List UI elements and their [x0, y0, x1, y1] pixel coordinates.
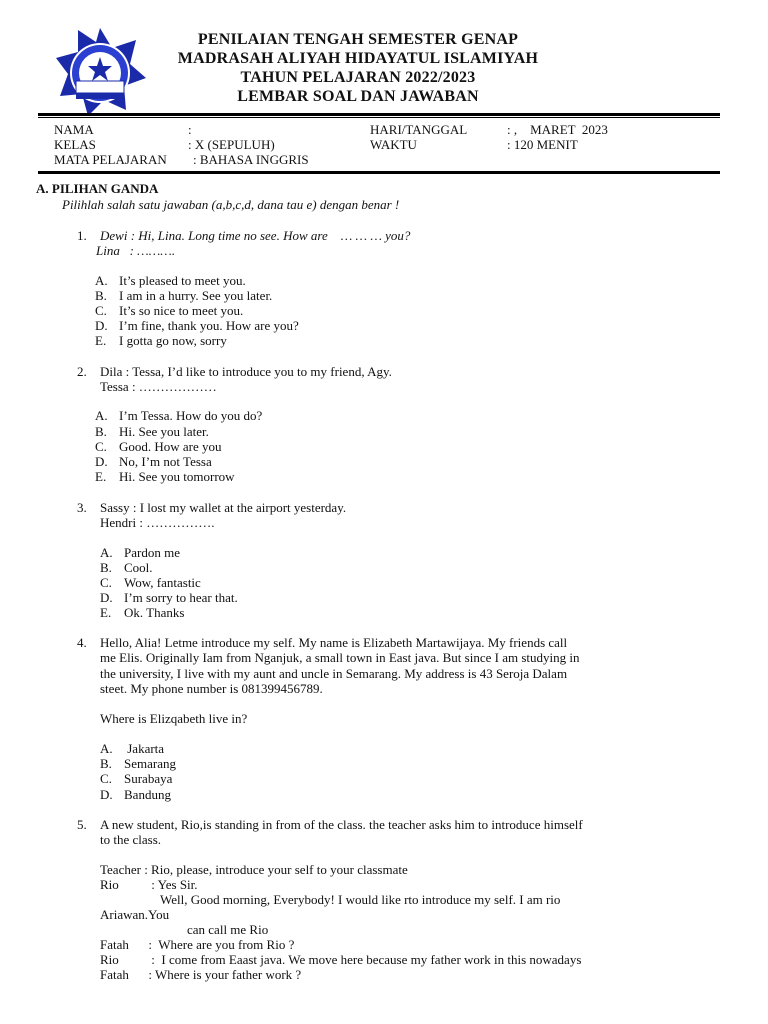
school-logo	[54, 26, 146, 118]
option-letter: C.	[95, 303, 107, 318]
q5-dialog-line-3: Well, Good morning, Everybody! I would like rto introduce my self. I am rio	[160, 892, 561, 907]
option-letter: D.	[100, 787, 113, 802]
option-letter: B.	[100, 756, 112, 771]
option-text: Wow, fantastic	[124, 575, 201, 590]
q2-line-2: Tessa : ………………	[100, 379, 217, 394]
option-text: Pardon me	[124, 545, 180, 560]
q1-option-c	[95, 303, 243, 319]
option-text: Hi. See you later.	[119, 424, 209, 439]
q5-dialog-line-5: can call me Rio	[187, 922, 269, 937]
option-text: It’s pleased to meet you.	[119, 273, 246, 288]
q5-dialog-line-1: Teacher : Rio, please, introduce your self to your classmate	[100, 862, 408, 877]
q3-option-c	[100, 575, 201, 591]
section-instruction: Pilihlah salah satu jawaban (a,b,c,d, dana tau e) dengan benar !	[62, 197, 400, 212]
mapel-value: : BAHASA INGGRIS	[193, 152, 309, 167]
option-letter: C.	[95, 439, 107, 454]
q4-para-line-1: Hello, Alia! Letme introduce my self. My name is Elizabeth Martawijaya. My friends call	[100, 635, 568, 650]
option-letter: E.	[100, 605, 112, 620]
header-divider-thin	[38, 117, 720, 118]
waktu-label: WAKTU	[370, 137, 417, 152]
option-letter: C.	[100, 575, 112, 590]
q3-line-2: Hendri : …………….	[100, 515, 215, 530]
section-title: A. PILIHAN GANDA	[36, 181, 159, 196]
header-title-3: TAHUN PELAJARAN 2022/2023	[240, 69, 476, 86]
q3-option-d	[100, 590, 238, 606]
q2-option-c	[95, 439, 222, 455]
option-text: I’m fine, thank you. How are you?	[119, 318, 299, 333]
option-letter: E.	[95, 469, 107, 484]
option-text: Good. How are you	[119, 439, 222, 454]
option-text: Hi. See you tomorrow	[119, 469, 235, 484]
nama-label: NAMA	[54, 122, 94, 137]
option-letter: D.	[100, 590, 113, 605]
q2-option-e	[95, 469, 235, 485]
q5-dialog-line-8: Fatah : Where is your father work ?	[100, 967, 302, 982]
waktu-value: : 120 MENIT	[507, 137, 578, 152]
q4-question: Where is Elizqabeth live in?	[100, 711, 248, 726]
q4-para-line-2: me Elis. Originally Iam from Nganjuk, a small town in East java. But since I am studying in	[100, 650, 580, 665]
option-letter: E.	[95, 333, 107, 348]
option-text: No, I’m not Tessa	[119, 454, 212, 469]
q1-option-b	[95, 288, 272, 304]
q1-line-2: Lina : ……….	[96, 243, 176, 258]
hari-label: HARI/TANGGAL	[370, 122, 468, 137]
option-letter: A.	[95, 408, 108, 423]
mapel-label: MATA PELAJARAN	[54, 152, 167, 167]
q3-option-b	[100, 560, 153, 576]
option-text: Cool.	[124, 560, 153, 575]
nama-value: :	[188, 122, 192, 137]
option-letter: C.	[100, 771, 112, 786]
option-letter: B.	[95, 424, 107, 439]
option-text: I’m Tessa. How do you do?	[119, 408, 263, 423]
header-divider-thick	[38, 113, 720, 116]
option-text: Jakarta	[124, 741, 165, 756]
option-letter: D.	[95, 454, 108, 469]
q2-option-b	[95, 424, 209, 440]
option-letter: A.	[100, 741, 113, 756]
q5-number: 5.	[77, 817, 87, 832]
option-text: It’s so nice to meet you.	[119, 303, 244, 318]
q3-option-e	[100, 605, 184, 621]
option-text: Bandung	[124, 787, 171, 802]
q4-option-d	[100, 787, 171, 803]
option-letter: B.	[95, 288, 107, 303]
option-letter: B.	[100, 560, 112, 575]
kelas-label: KELAS	[54, 137, 96, 152]
kelas-value: : X (SEPULUH)	[188, 137, 275, 152]
q2-line-1: Dila : Tessa, I’d like to introduce you to my friend, Agy.	[100, 364, 392, 379]
option-text: I gotta go now, sorry	[119, 333, 227, 348]
q1-option-e	[95, 333, 227, 349]
q1-number: 1.	[77, 228, 87, 243]
option-letter: A.	[100, 545, 113, 560]
q4-option-b	[100, 756, 176, 772]
q5-dialog-line-6: Fatah : Where are you from Rio ?	[100, 937, 295, 952]
header-title-2: MADRASAH ALIYAH HIDAYATUL ISLAMIYAH	[177, 50, 539, 67]
q2-option-d	[95, 454, 212, 470]
q1-option-d	[95, 318, 299, 334]
q2-option-a	[95, 408, 262, 424]
q5-intro-line-2: to the class.	[100, 832, 162, 847]
q4-option-c	[100, 771, 172, 787]
q3-line-1: Sassy : I lost my wallet at the airport yesterday.	[100, 500, 347, 515]
q1-line-1: Dewi : Hi, Lina. Long time no see. How are … … … you?	[100, 228, 411, 243]
q4-option-a	[100, 741, 164, 757]
hari-value: : , MARET 2023	[507, 122, 608, 137]
q4-number: 4.	[77, 635, 87, 650]
document-header	[150, 30, 566, 106]
q1-option-a	[95, 273, 246, 289]
q3-option-a	[100, 545, 180, 561]
q5-dialog-line-7: Rio : I come from Eaast java. We move here because my father work in this nowadays	[100, 952, 582, 967]
option-text: Semarang	[124, 756, 176, 771]
q5-dialog-line-2: Rio : Yes Sir.	[100, 877, 198, 892]
header-title-1: PENILAIAN TENGAH SEMESTER GENAP	[197, 31, 519, 48]
q5-intro-line-1: A new student, Rio,is standing in from of the class. the teacher asks him to introduce himself	[100, 817, 583, 832]
q4-para-line-3: the university, I live with my aunt and uncle in Semarang. My address is 43 Seroja Dalam	[100, 666, 568, 681]
q5-dialog-line-4: Ariawan.You	[100, 907, 170, 922]
info-divider	[38, 171, 720, 174]
q4-para-line-4: steet. My phone number is 081399456789.	[100, 681, 323, 696]
option-text: I am in a hurry. See you later.	[119, 288, 273, 303]
q3-number: 3.	[77, 500, 87, 515]
header-title-4: LEMBAR SOAL DAN JAWABAN	[237, 88, 479, 105]
option-letter: D.	[95, 318, 108, 333]
option-letter: A.	[95, 273, 108, 288]
q2-number: 2.	[77, 364, 87, 379]
option-text: Surabaya	[124, 771, 173, 786]
option-text: Ok. Thanks	[124, 605, 185, 620]
option-text: I’m sorry to hear that.	[124, 590, 238, 605]
